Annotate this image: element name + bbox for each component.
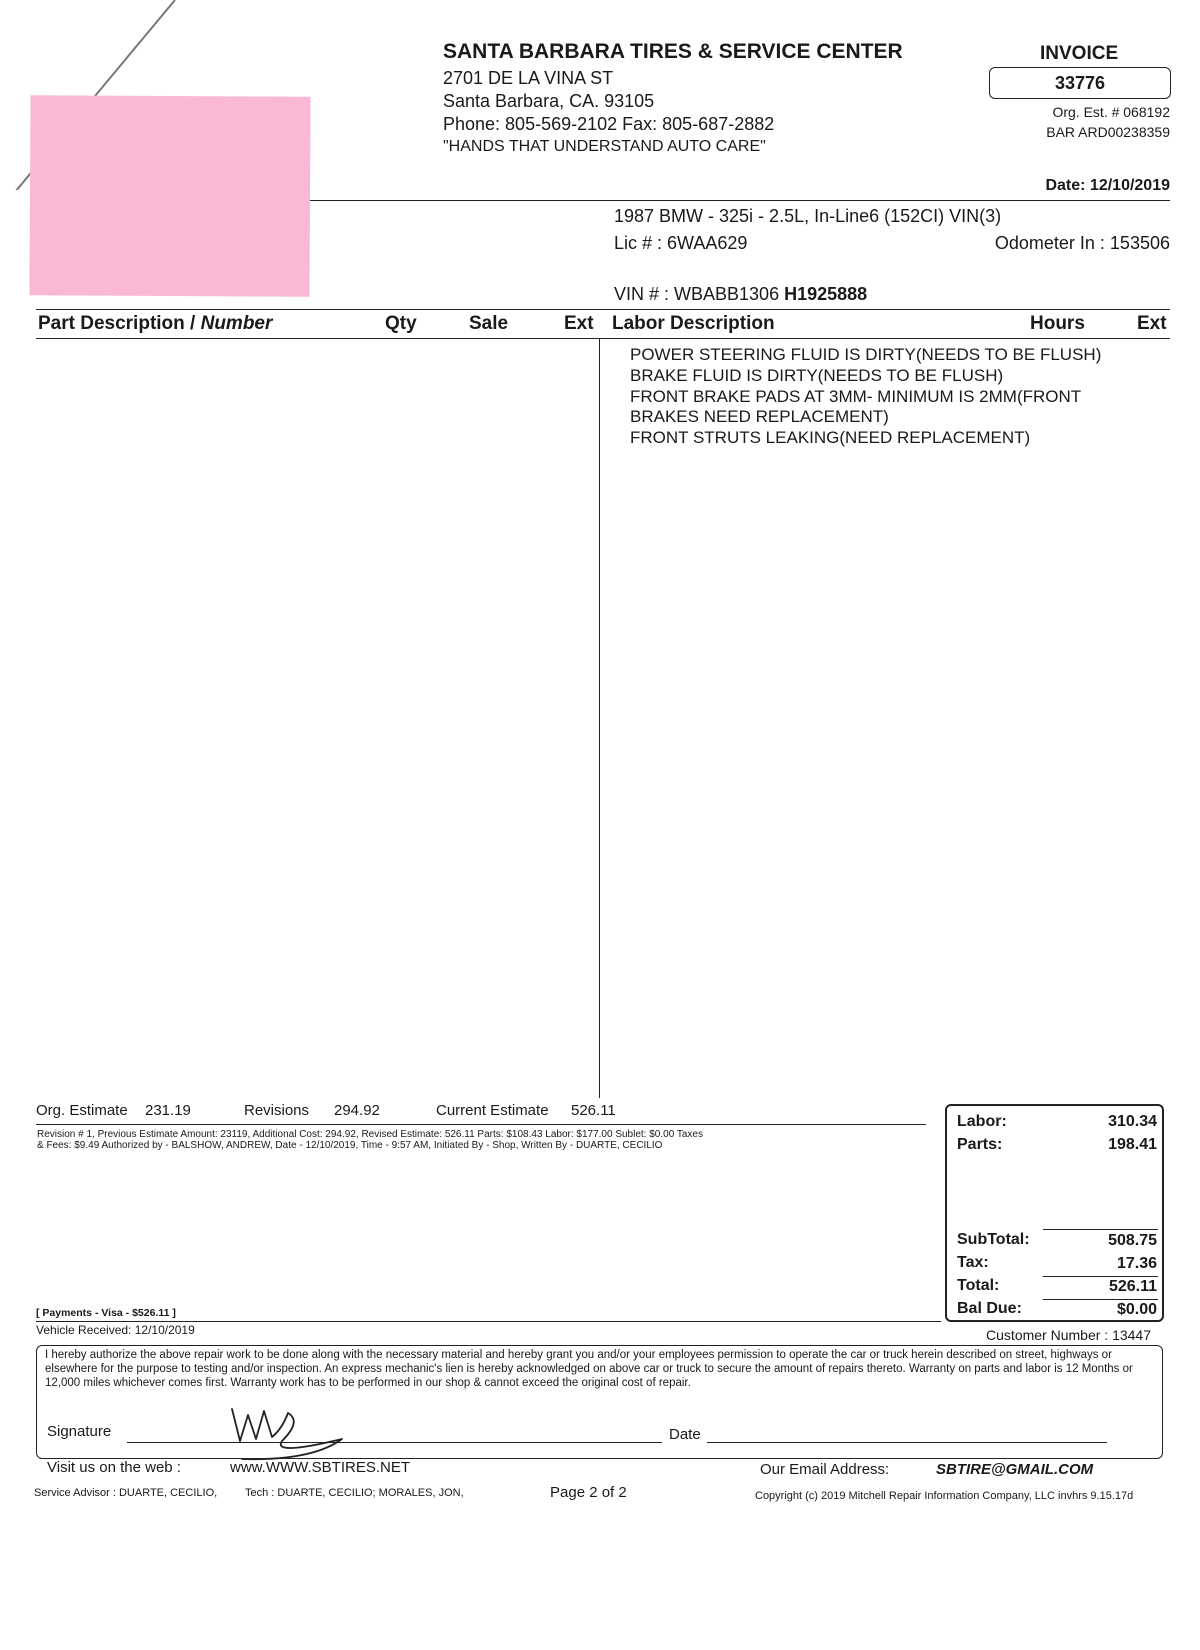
subtotal-rule: [1043, 1229, 1158, 1230]
total-rule: [1043, 1276, 1158, 1277]
table-header-rule: [36, 338, 1170, 339]
current-estimate-label: Current Estimate: [436, 1102, 549, 1119]
labor-total-label: Labor:: [957, 1113, 1007, 1130]
shop-slogan: "HANDS THAT UNDERSTAND AUTO CARE": [443, 138, 766, 155]
tax-value: 17.36: [1116, 1255, 1157, 1272]
date-line[interactable]: [707, 1442, 1107, 1443]
parts-total-label: Parts:: [957, 1136, 1003, 1153]
bal-due-value: $0.00: [1116, 1301, 1157, 1318]
bal-due-label: Bal Due:: [957, 1300, 1022, 1317]
col-sale: Sale: [469, 313, 509, 334]
labor-total-value: 310.34: [1108, 1113, 1157, 1130]
labor-line: FRONT STRUTS LEAKING(NEED REPLACEMENT): [630, 428, 1031, 447]
payments-line: [ Payments - Visa - $526.11 ]: [36, 1307, 176, 1319]
invoice-number: 33776: [989, 67, 1171, 99]
email-label: Our Email Address:: [760, 1461, 890, 1478]
vehicle-vin: [614, 284, 867, 305]
visit-web-label: Visit us on the web :: [47, 1459, 181, 1476]
shop-name: SANTA BARBARA TIRES & SERVICE CENTER: [443, 40, 903, 63]
bal-due-rule: [1043, 1299, 1158, 1300]
signature-line[interactable]: [127, 1442, 662, 1443]
part-desc-label: Part Description: [38, 313, 185, 334]
labor-line: BRAKES NEED REPLACEMENT): [630, 407, 889, 426]
shop-address: 2701 DE LA VINA ST: [443, 68, 614, 88]
customer-number: Customer Number : 13447: [986, 1327, 1151, 1343]
date-label: Date: [669, 1426, 701, 1443]
part-number-label: Number: [200, 313, 273, 334]
total-label: Total:: [957, 1277, 1000, 1294]
bar-number: BAR ARD00238359: [1046, 124, 1170, 140]
vehicle-received: Vehicle Received: 12/10/2019: [36, 1323, 195, 1337]
col-labor-description: Labor Description: [612, 313, 775, 334]
shop-city: Santa Barbara, CA. 93105: [443, 91, 655, 111]
parts-labor-divider: [599, 338, 600, 1098]
col-qty: Qty: [385, 313, 417, 334]
totals-box: [945, 1104, 1164, 1322]
handwritten-signature: [222, 1401, 387, 1463]
shop-phone-fax: Phone: 805-569-2102 Fax: 805-687-2882: [443, 114, 775, 134]
revisions-value: 294.92: [334, 1102, 380, 1119]
col-labor-ext: Ext: [1137, 313, 1167, 334]
vin-suffix: H1925888: [784, 284, 868, 304]
subtotal-label: SubTotal:: [957, 1231, 1030, 1248]
current-estimate-value: 526.11: [571, 1102, 616, 1119]
email-address[interactable]: SBTIRE@GMAIL.COM: [936, 1461, 1094, 1478]
authorization-text: I hereby authorize the above repair work to be done along with the necessary material and hereby grant you and/or your employees permission to operate the car or truck herein described on street, highways or elsewhere for the purpose to testing and/or inspection. An express mechanic's lien is hereby acknowledged on above car or truck to secure the amount of repairs thereto. Warranty on parts and labor is 12 Months or 12,000 miles whichever comes first. Warranty work has to be performed in our shop & cannot exceed the original cost of repair.: [45, 1349, 1133, 1389]
part-sep: /: [184, 313, 201, 334]
org-estimate-label: Org. Estimate: [36, 1102, 128, 1119]
website-link[interactable]: www.WWW.SBTIRES.NET: [230, 1459, 410, 1476]
invoice-label: INVOICE: [1040, 43, 1119, 64]
page-indicator: Page 2 of 2: [550, 1484, 627, 1501]
org-estimate-value: 231.19: [145, 1102, 191, 1119]
total-value: 526.11: [1108, 1278, 1157, 1295]
vehicle-odometer: Odometer In : 153506: [994, 233, 1170, 253]
signature-label: Signature: [47, 1423, 112, 1440]
subtotal-value: 508.75: [1108, 1232, 1157, 1249]
payments-rule: [36, 1321, 941, 1322]
sticky-note: [29, 95, 310, 296]
col-ext: Ext: [564, 313, 594, 334]
copyright: Copyright (c) 2019 Mitchell Repair Information Company, LLC invhrs 9.15.17d: [755, 1490, 1134, 1502]
revisions-label: Revisions: [244, 1102, 310, 1119]
org-est-number: Org. Est. # 068192: [1052, 104, 1170, 120]
col-hours: Hours: [1030, 313, 1085, 334]
col-part-description: [38, 313, 272, 335]
service-advisor: Service Advisor : DUARTE, CECILIO,: [34, 1487, 218, 1499]
table-top-rule: [36, 309, 1170, 310]
labor-line: FRONT BRAKE PADS AT 3MM- MINIMUM IS 2MM(FRONT: [630, 387, 1082, 406]
tax-label: Tax:: [957, 1254, 989, 1271]
header-divider: [310, 200, 1170, 201]
vehicle-description: 1987 BMW - 325i - 2.5L, In-Line6 (152CI) VIN(3): [614, 206, 1002, 226]
revision-note-line: Revision # 1, Previous Estimate Amount: 23119, Additional Cost: 294.92, Revised Estimate: 526.11 Parts: $108.43 Labor: $177.00 Sublet: $0.00 Taxes: [37, 1129, 703, 1140]
invoice-date: Date: 12/10/2019: [1045, 177, 1170, 194]
vehicle-license: Lic # : 6WAA629: [614, 233, 748, 253]
labor-line: BRAKE FLUID IS DIRTY(NEEDS TO BE FLUSH): [630, 366, 1004, 385]
technicians: Tech : DUARTE, CECILIO; MORALES, JON,: [245, 1487, 464, 1499]
authorization-box: [36, 1345, 1163, 1459]
parts-total-value: 198.41: [1108, 1136, 1157, 1153]
labor-line: POWER STEERING FLUID IS DIRTY(NEEDS TO BE FLUSH): [630, 345, 1102, 364]
estimate-rule: [36, 1124, 926, 1125]
vin-prefix: VIN # : WBABB1306: [614, 284, 780, 304]
revision-note-line: & Fees: $9.49 Authorized by - BALSHOW, ANDREW, Date - 12/10/2019, Time - 9:57 AM, Initiated By - Shop, Written By - DUARTE, CECILIO: [37, 1140, 663, 1151]
